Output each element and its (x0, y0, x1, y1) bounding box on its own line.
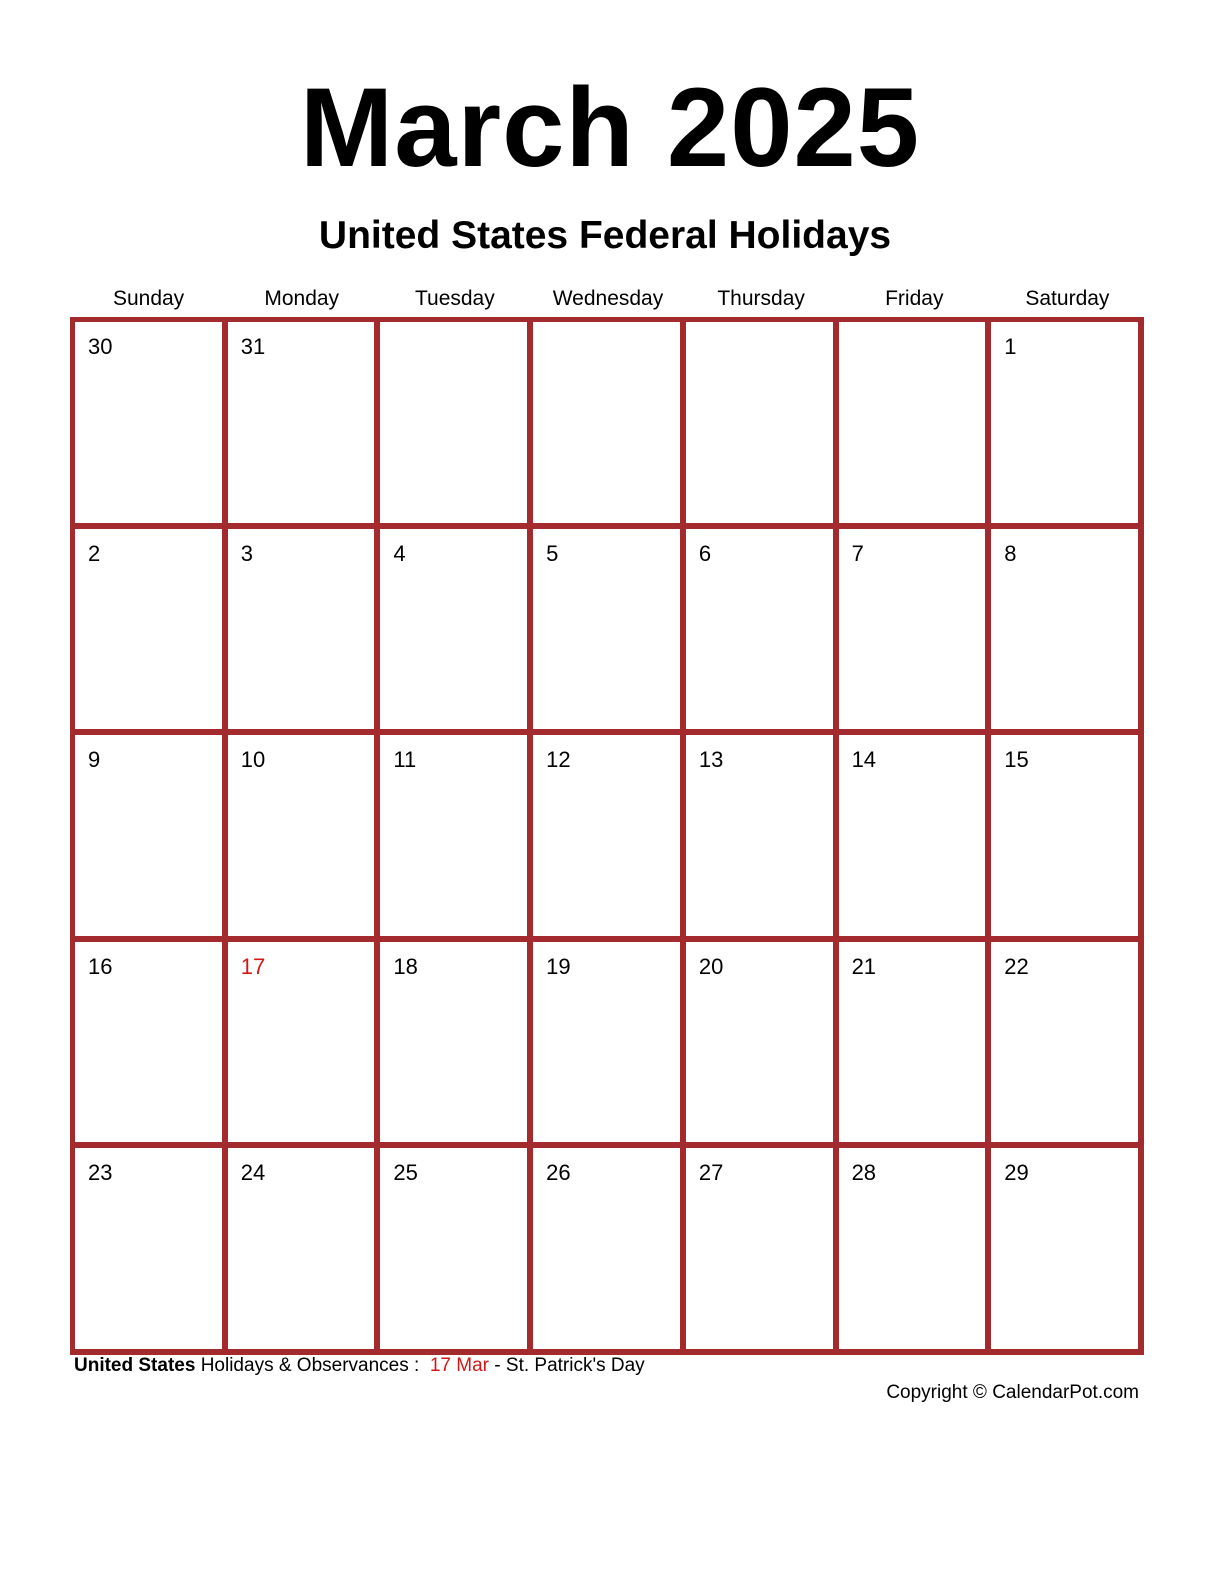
day-cell (991, 322, 1144, 529)
day-cell (839, 735, 992, 942)
day-cell (228, 322, 381, 529)
weekday-label-thursday: Thursday (717, 287, 805, 310)
day-number: 2 (88, 540, 101, 566)
weekday-label-tuesday: Tuesday (414, 287, 495, 310)
weekday-label-sunday: Sunday (112, 287, 185, 310)
weekday-label-wednesday: Wednesday (552, 287, 664, 310)
weekday-header-row (72, 284, 1144, 314)
day-number: 24 (240, 1160, 266, 1186)
day-number: 12 (546, 747, 571, 773)
day-cell (75, 1148, 228, 1355)
day-number: 27 (698, 1160, 724, 1186)
day-cell (380, 942, 533, 1149)
day-number: 31 (240, 334, 266, 359)
day-cell (991, 942, 1144, 1149)
copyright-text: Copyright © CalendarPot.com (886, 1382, 1139, 1403)
weekday-label-saturday: Saturday (1025, 287, 1110, 310)
weekday-label-monday: Monday (264, 287, 340, 310)
day-number: 29 (1004, 1160, 1029, 1186)
footnote-separator: - (489, 1355, 506, 1376)
day-cell (380, 322, 533, 529)
day-number: 13 (698, 747, 724, 773)
day-cell (839, 942, 992, 1149)
day-cell (686, 529, 839, 736)
day-cell (228, 735, 381, 942)
day-number: 26 (546, 1160, 571, 1186)
day-cell (991, 529, 1144, 736)
day-cell (380, 1148, 533, 1355)
day-cell (533, 1148, 686, 1355)
footnote-holiday-date: 17 Mar (429, 1355, 489, 1376)
day-number: 4 (393, 540, 406, 566)
day-number: 18 (393, 953, 418, 979)
day-number-holiday: 17 (240, 953, 266, 979)
day-number: 20 (698, 953, 724, 979)
day-number: 21 (851, 953, 877, 979)
page-subtitle: United States Federal Holidays (318, 214, 892, 257)
day-cell (75, 529, 228, 736)
day-cell (228, 942, 381, 1149)
day-number: 25 (393, 1160, 418, 1186)
day-cell (686, 1148, 839, 1355)
day-cell (991, 1148, 1144, 1355)
day-number: 3 (240, 540, 253, 566)
footnote-holiday-name: St. Patrick's Day (505, 1355, 645, 1376)
day-cell (686, 735, 839, 942)
day-cell (228, 1148, 381, 1355)
day-cell (839, 1148, 992, 1355)
page-title: March 2025 (299, 65, 921, 190)
day-cell (533, 942, 686, 1149)
day-number: 6 (698, 540, 712, 566)
day-cell (839, 529, 992, 736)
day-number: 19 (546, 953, 571, 979)
day-cell (228, 529, 381, 736)
day-number: 5 (546, 540, 559, 566)
day-number: 22 (1004, 953, 1029, 979)
day-number: 23 (88, 1160, 113, 1186)
day-number: 7 (851, 540, 864, 566)
day-cell (533, 735, 686, 942)
day-cell (686, 942, 839, 1149)
day-cell (380, 735, 533, 942)
day-cell (839, 322, 992, 529)
day-cell (75, 942, 228, 1149)
day-number: 30 (88, 334, 113, 359)
day-number: 9 (88, 747, 101, 773)
footnote-label: Holidays & Observances : (195, 1355, 430, 1376)
weekday-label-friday: Friday (885, 287, 944, 310)
calendar-grid (70, 317, 1144, 1355)
day-cell (75, 735, 228, 942)
day-cell (533, 322, 686, 529)
day-cell (991, 735, 1144, 942)
day-cell (686, 322, 839, 529)
day-number: 14 (851, 747, 877, 773)
day-cell (75, 322, 228, 529)
day-cell (380, 529, 533, 736)
footnote-country: United States (74, 1355, 196, 1376)
day-number: 28 (851, 1160, 877, 1186)
day-number: 11 (393, 747, 417, 773)
day-number: 15 (1004, 747, 1029, 773)
day-number: 10 (240, 747, 266, 773)
day-cell (533, 529, 686, 736)
holidays-footnote (74, 1354, 645, 1378)
day-number: 1 (1004, 334, 1017, 359)
day-number: 16 (88, 953, 113, 979)
day-number: 8 (1004, 540, 1017, 566)
